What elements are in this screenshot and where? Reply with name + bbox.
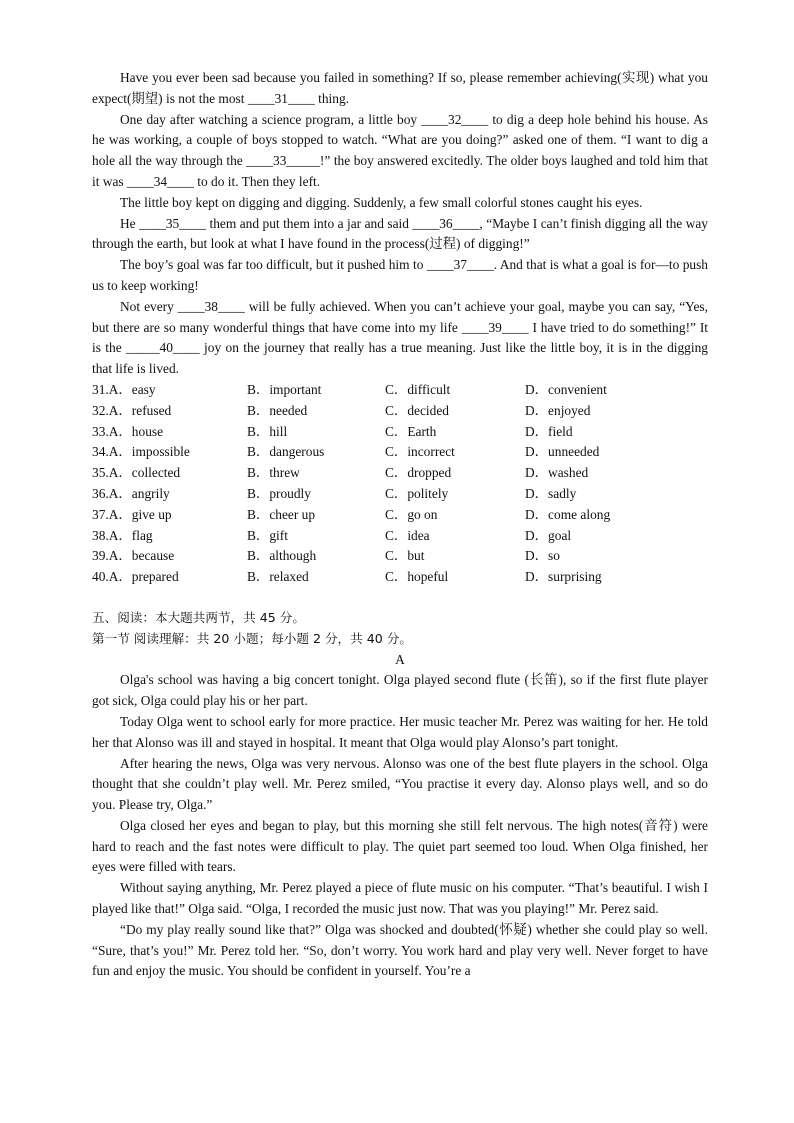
section-title: 五、阅读：本大题共两节，共 45 分。 [92,609,305,625]
option-b: B．gift [247,527,288,543]
cloze-paragraph-3: The little boy kept on digging and digging. Suddenly, a few small colorful stones caught his eyes. [120,194,643,210]
cloze-paragraph-2: One day after watching a science program, a little boy ____32____ to dig a deep hole behind his house. As he was working, a couple of boys stopped to watch. “What are you doing?” asked one of them. “I want to dig a hole all the way through the ____33_____!” the boy answered excitedly. The older boys laughed and told him that it was ____34____ to do it. Then they left. [92,111,708,189]
option-c: C．Earth [385,423,437,439]
subsection-title: 第一节 阅读理解：共 20 小题；每小题 2 分，共 40 分。 [92,630,412,646]
option-c: C．but [385,548,425,564]
option-row-32 [92,401,708,422]
option-b: B．hill [247,423,288,439]
option-b: B．needed [247,402,308,418]
option-row-31 [92,380,708,401]
cloze-options [92,380,708,588]
option-row-36 [92,484,708,505]
reading-paragraph-6: “Do my play really sound like that?” Olga was shocked and doubted(怀疑) whether she could play so well. “Sure, that’s you!” Mr. Perez told her. “So, don’t worry. You work hard and play very well. Never forget to have fun and enjoy the music. You should be confident in yourself. You’re a [92,921,708,979]
option-row-33 [92,422,708,443]
option-row-39 [92,546,708,567]
option-d: D．field [525,423,573,439]
cloze-paragraph-6: Not every ____38____ will be fully achieved. When you can’t achieve your goal, maybe you can say, “Yes, but there are so many wonderful things that have come into my life ____39____ I have tried to do something!” It is the _____40____ joy on the journey that really has a true meaning. Just like the little boy, it is in the digging that life is lived. [92,298,708,377]
option-c: C．dropped [385,465,452,481]
cloze-paragraph-4: He ____35____ them and put them into a jar and said ____36____, “Maybe I can’t finish digging all the way through the earth, but look at what I have found in the process(过程) of digging!” [92,215,708,252]
reading-paragraph-4: Olga closed her eyes and began to play, but this morning she still felt nervous. The high notes(音符) were hard to reach and the fast notes were difficult to play. The quiet part seemed too loud. When Olga finished, her eyes were filled with tears. [92,817,708,875]
option-d: D．enjoyed [525,402,591,418]
option-row-34 [92,442,708,463]
option-d: D．unneeded [525,444,600,460]
option-row-35 [92,463,708,484]
option-c: C．difficult [385,381,451,397]
reading-paragraph-5: Without saying anything, Mr. Perez played a piece of flute music on his computer. “That’s beautiful. I wish I played like that!” Olga said. “Olga, I recorded the music just now. That was you playing!” Mr. Perez said. [92,880,708,917]
option-c: C．hopeful [385,569,449,585]
option-d: D．sadly [525,485,577,501]
cloze-paragraph-5: The boy’s goal was far too difficult, but it pushed him to ____37____. And that is what a goal is for—to push us to keep working! [92,257,708,293]
option-b: B．although [247,548,317,564]
option-c: C．incorrect [385,444,455,460]
option-a: 35.A．collected [92,465,181,481]
reading-section-header [92,608,708,650]
option-d: D．washed [525,465,589,481]
document-page [92,68,708,982]
reading-paragraph-2: Today Olga went to school early for more practice. Her music teacher Mr. Perez was waiting for her. He told her that Alonso was ill and stayed in hospital. It meant that Olga would play Alonso’s part tonight. [92,713,708,750]
option-a: 38.A．flag [92,527,153,543]
option-row-37 [92,505,708,526]
reading-paragraph-3: After hearing the news, Olga was very nervous. Alonso was one of the best flute players in the school. Olga thought that she couldn’t play well. Mr. Perez smiled, “You practise it every day. Alonso plays well, and so do you. Please try, Olga.” [92,755,708,813]
passage-label: A [395,651,405,667]
option-b: B．dangerous [247,444,325,460]
option-c: C．idea [385,527,430,543]
option-row-40 [92,567,708,588]
option-d: D．convenient [525,381,607,397]
option-a: 36.A．angrily [92,485,170,501]
option-d: D．goal [525,527,572,543]
option-d: D．so [525,548,560,564]
reading-paragraph-1: Olga's school was having a big concert tonight. Olga played second flute (长笛), so if the first flute player got sick, Olga could play his or her part. [92,672,708,709]
cloze-paragraph-1: Have you ever been sad because you failed in something? If so, please remember achieving(实现) what you expect(期望) is not the most ____31____ thing. [92,70,708,106]
option-d: D．come along [525,506,611,522]
option-a: 39.A．because [92,548,175,564]
option-b: B．proudly [247,485,311,501]
option-a: 37.A．give up [92,506,172,522]
option-a: 33.A．house [92,423,164,439]
option-b: B．relaxed [247,569,309,585]
option-a: 31.A．easy [92,381,156,397]
cloze-passage [92,68,708,380]
option-c: C．politely [385,485,449,501]
option-row-38 [92,526,708,547]
option-b: B．important [247,381,322,397]
option-b: B．threw [247,465,300,481]
option-a: 34.A．impossible [92,444,190,460]
option-b: B．cheer up [247,506,316,522]
option-a: 40.A．prepared [92,569,179,585]
reading-passage-a [92,670,708,982]
option-c: C．decided [385,402,449,418]
option-d: D．surprising [525,569,602,585]
option-a: 32.A．refused [92,402,172,418]
option-c: C．go on [385,506,438,522]
